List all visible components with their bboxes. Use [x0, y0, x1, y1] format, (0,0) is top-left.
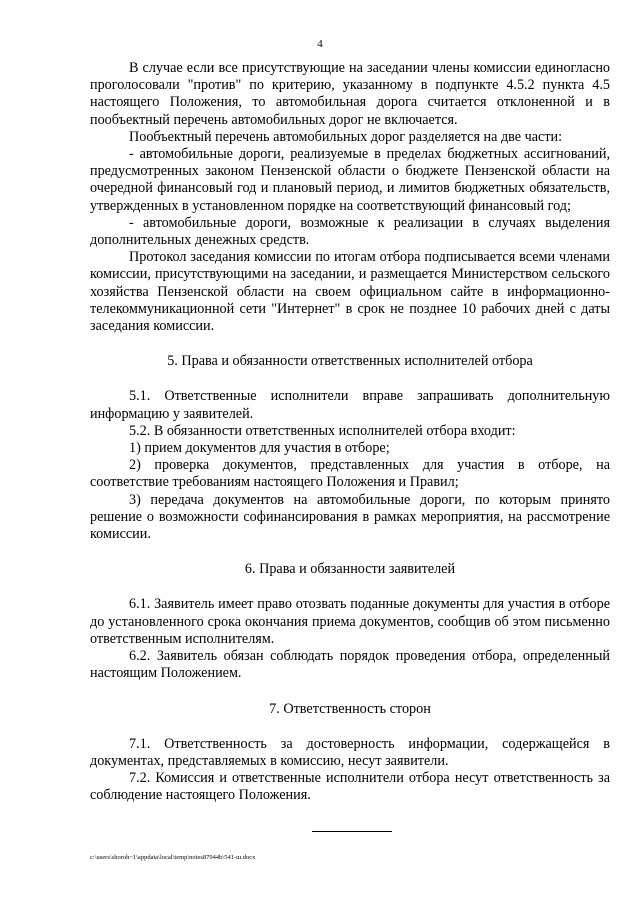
footer-file-path: c:\users\shoroh~1\appdata\local\temp\notes87944b\541-ш.docx: [90, 854, 256, 861]
section-5-heading: 5. Права и обязанности ответственных исполнителей отбора: [167, 353, 533, 370]
paragraph-vote-against: В случае если все присутствующие на заседании члены комиссии единогласно проголосовали "против" по критерию, указанному в подпункте 4.5.2 пункта 4.5 настоящего Положения, то автомобильная дорога считается отклоненной и в пообъектный перечень автомобильных дорог не включается.: [90, 60, 610, 128]
paragraph-part-additional: - автомобильные дороги, возможные к реализации в случаях выделения дополнительных денежных средств.: [90, 214, 610, 249]
section-7-heading: 7. Ответственность сторон: [269, 700, 431, 717]
footer-divider: [312, 831, 392, 832]
document-body: [90, 60, 610, 805]
paragraph-5-2-item-2: 2) проверка документов, представленных для участия в отборе, на соответствие требованиям настоящего Положения и Правил;: [90, 457, 610, 491]
paragraph-5-1: 5.1. Ответственные исполнители вправе запрашивать дополнительную информацию у заявителей.: [90, 388, 610, 422]
paragraph-7-2: 7.2. Комиссия и ответственные исполнители отбора несут ответственность за соблюдение настоящего Положения.: [90, 770, 610, 804]
paragraph-5-2-item-3: 3) передача документов на автомобильные дороги, по которым принято решение о возможности софинансирования в рамках мероприятия, на рассмотрение комиссии.: [90, 491, 610, 543]
paragraph-5-2-item-1: 1) прием документов для участия в отборе;: [129, 440, 390, 457]
paragraph-6-1: 6.1. Заявитель имеет право отозвать поданные документы для участия в отборе до установленного срока окончания приема документов, сообщив об этом письменно ответственным исполнителям.: [90, 596, 610, 647]
paragraph-6-2: 6.2. Заявитель обязан соблюдать порядок проведения отбора, определенный настоящим Положением.: [90, 648, 610, 682]
page-number: 4: [317, 38, 323, 50]
paragraph-protocol: Протокол заседания комиссии по итогам отбора подписывается всеми членами комиссии, присутствующими на заседании, и размещается Министерством сельского хозяйства Пензенской области на своем официальном сайте в информационно-телекоммуникационной сети "Интернет" в срок не позднее 10 рабочих дней с даты заседания комиссии.: [90, 249, 610, 335]
paragraph-5-2: 5.2. В обязанности ответственных исполнителей отбора входит:: [129, 422, 516, 439]
paragraph-list-parts: Пообъектный перечень автомобильных дорог разделяется на две части:: [129, 128, 563, 145]
section-6-heading: 6. Права и обязанности заявителей: [244, 561, 456, 578]
paragraph-7-1: 7.1. Ответственность за достоверность информации, содержащейся в документах, представляемых в комиссию, несут заявители.: [90, 735, 610, 769]
paragraph-part-budget: - автомобильные дороги, реализуемые в пределах бюджетных ассигнований, предусмотренных законом Пензенской области о бюджете Пензенской области на очередной финансовый год и плановый период, и лимитов бюджетных обязательств, утвержденных в установленном порядке на соответствующий финансовый год;: [90, 146, 610, 214]
